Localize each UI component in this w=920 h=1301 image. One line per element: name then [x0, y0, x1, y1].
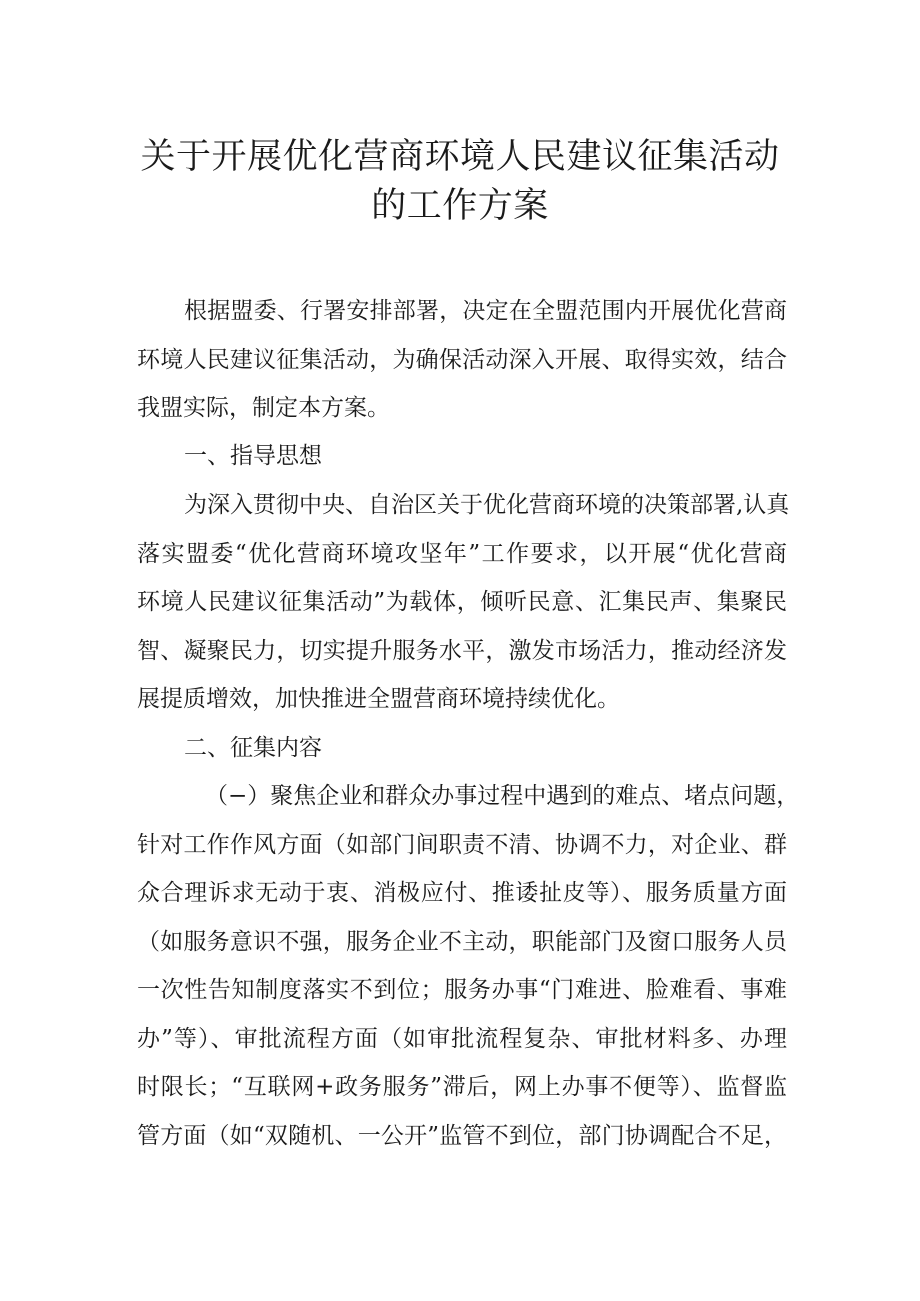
paragraph-content-line-1: （−）聚焦企业和群众办事过程中遇到的难点、堵点问题，: [205, 783, 800, 809]
paragraph-guiding-line-4: 智、凝聚民力，切实提升服务水平，激发市场活力，推动经济发: [137, 638, 787, 664]
paragraph-intro-line-1: 根据盟委、行署安排部署，决定在全盟范围内开展优化营商: [184, 298, 787, 324]
paragraph-intro-line-3: 我盟实际，制定本方案。: [137, 395, 390, 421]
section-heading-collection-content: 二、征集内容: [184, 735, 322, 761]
paragraph-guiding-line-3: 环境人民建议征集活动”为载体，倾听民意、汇集民声、集聚民: [137, 589, 787, 615]
paragraph-guiding-line-5: 展提质增效，加快推进全盟营商环境持续优化。: [137, 686, 620, 712]
paragraph-content-line-3: 众合理诉求无动于衷、消极应付、推诿扯皮等）、服务质量方面: [137, 880, 787, 906]
document-title-line-1: 关于开展优化营商环境人民建议征集活动: [140, 137, 780, 177]
paragraph-guiding-line-1: 为深入贯彻中央、自治区关于优化营商环境的决策部署,认真: [184, 492, 790, 518]
paragraph-content-line-4: （如服务意识不强，服务企业不主动，职能部门及窗口服务人员: [137, 929, 787, 955]
section-heading-guiding-ideology: 一、指导思想: [184, 443, 322, 469]
paragraph-content-line-6: 办”等）、审批流程方面（如审批流程复杂、审批材料多、办理: [137, 1026, 787, 1052]
paragraph-content-line-7: 时限长；“互联网+政务服务”滞后，网上办事不便等）、监督监: [137, 1074, 787, 1100]
paragraph-intro-line-2: 环境人民建议征集活动，为确保活动深入开展、取得实效，结合: [137, 347, 787, 373]
paragraph-content-line-5: 一次性告知制度落实不到位；服务办事“门难进、脸难看、事难: [137, 977, 787, 1003]
paragraph-content-line-2: 针对工作作风方面（如部门间职责不清、协调不力，对企业、群: [137, 832, 787, 858]
document-title-line-2: 的工作方案: [371, 186, 549, 226]
paragraph-content-line-8: 管方面（如“双随机、一公开”监管不到位，部门协调配合不足，: [137, 1123, 787, 1149]
paragraph-guiding-line-2: 落实盟委“优化营商环境攻坚年”工作要求，以开展“优化营商: [137, 541, 787, 567]
